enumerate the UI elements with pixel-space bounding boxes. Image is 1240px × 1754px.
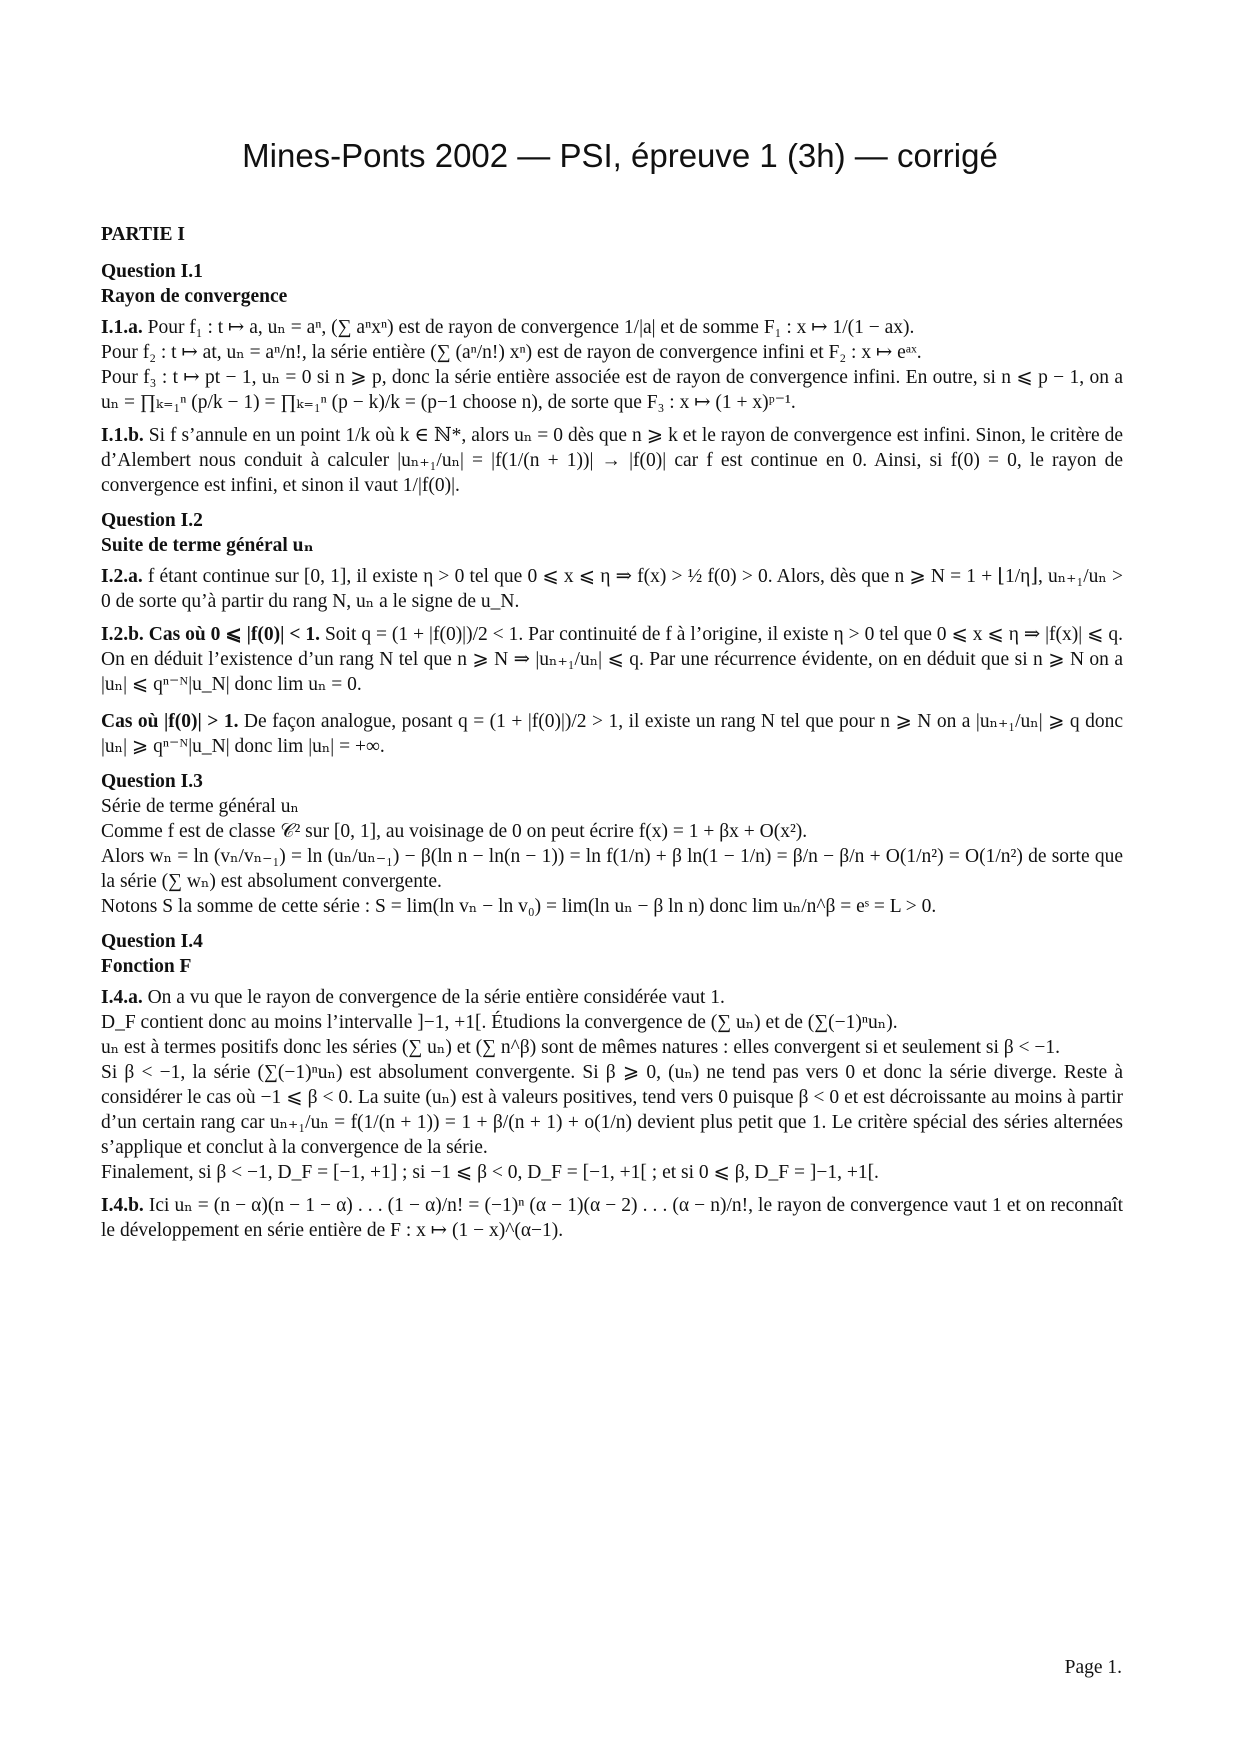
paragraph bbox=[101, 622, 1123, 697]
question-heading: Question I.3 bbox=[101, 771, 203, 792]
paragraph bbox=[101, 315, 1123, 415]
question-subheading: Fonction F bbox=[101, 956, 192, 977]
paragraph-text: Comme f est de classe 𝒞² sur [0, 1], au voisinage de 0 on peut écrire f(x) = 1 + βx + O(x²). Alors wₙ = ln (vₙ/vₙ₋₁) = ln (uₙ/uₙ₋₁) − β(ln n − ln(n − 1)) = ln f(1/n) + β ln(1 − 1/n) = β/n − β/n + O(1/n²) = O(1/n²) de sorte que la série (∑ wₙ) est absolument convergente. Notons S la somme de cette série : S = lim(ln vₙ − ln v₀) = lim(ln uₙ − β ln n) donc lim uₙ/n^β = eˢ = L > 0. bbox=[101, 821, 1123, 917]
paragraph-text: Si f s’annule en un point 1/k où k ∈ ℕ*, alors uₙ = 0 dès que n ⩾ k et le rayon de convergence est infini. Sinon, le critère de d’Alembert nous conduit à calculer |uₙ₊₁/uₙ| = |f(1/(n + 1))| → |f(0)| car f est continue en 0. Ainsi, si f(0) = 0, le rayon de convergence est infini, et sinon il vaut 1/|f(0)|. bbox=[101, 425, 1123, 496]
paragraph-label: I.1.a. bbox=[101, 317, 143, 338]
question-subheading: Rayon de convergence bbox=[101, 286, 288, 307]
page-title: Mines-Ponts 2002 — PSI, épreuve 1 (3h) — corrigé bbox=[242, 137, 998, 174]
paragraph-text: Soit q = (1 + |f(0)|)/2 < 1. Par continuité de f à l’origine, il existe η > 0 tel que 0 ⩽ x ⩽ η ⇒ |f(x)| ⩽ q. On en déduit l’existence d’un rang N tel que n ⩾ N ⇒ |uₙ₊₁/uₙ| ⩽ q. Par une récurrence évidente, on en déduit que si n ⩾ N on a |uₙ| ⩽ qⁿ⁻ᴺ|u_N| donc lim uₙ = 0. bbox=[101, 624, 1123, 695]
paragraph bbox=[101, 1193, 1123, 1243]
paragraph-label: I.4.b. bbox=[101, 1195, 144, 1216]
question-heading: Question I.1 bbox=[101, 261, 203, 282]
paragraph-text: On a vu que le rayon de convergence de la série entière considérée vaut 1. D_F contient donc au moins l’intervalle ]−1, +1[. Étudions la convergence de (∑ uₙ) et de (∑(−1)ⁿuₙ). uₙ est à termes positifs donc les séries (∑ uₙ) et (∑ n^β) sont de mêmes natures : elles convergent si et seulement si β < −1. Si β < −1, la série (∑(−1)ⁿuₙ) est absolument convergente. Si β ⩾ 0, (uₙ) ne tend pas vers 0 et donc la série diverge. Reste à considérer le cas où −1 ⩽ β < 0. La suite (uₙ) est à valeurs positives, tend vers 0 puisque β < 0 et est décroissante au moins à partir d’un certain rang car uₙ₊₁/uₙ = f(1/(n + 1)) = 1 + β/(n + 1) + o(1/n) devient plus petit que 1. Le critère spécial des séries alternées s’applique et conclut à la convergence de la série. Finalement, si β < −1, D_F = [−1, +1] ; si −1 ⩽ β < 0, D_F = [−1, +1[ ; et si 0 ⩽ β, D_F = ]−1, +1[. bbox=[101, 987, 1123, 1183]
paragraph-text: f étant continue sur [0, 1], il existe η > 0 tel que 0 ⩽ x ⩽ η ⇒ f(x) > ½ f(0) > 0. Alors, dès que n ⩾ N = 1 + ⌊1/η⌋, uₙ₊₁/uₙ > 0 de sorte qu’à partir du rang N, uₙ a le signe de u_N. bbox=[101, 566, 1124, 612]
section-question-1-3 bbox=[101, 769, 1123, 919]
section-question-1-4 bbox=[101, 929, 1123, 1243]
paragraph bbox=[101, 985, 1123, 1185]
document-body bbox=[101, 222, 1123, 1243]
part-heading: PARTIE I bbox=[101, 224, 186, 245]
page-number: Page 1. bbox=[1064, 1657, 1122, 1678]
paragraph-label: I.1.b. bbox=[101, 425, 144, 446]
paragraph-text: Pour f₁ : t ↦ a, uₙ = aⁿ, (∑ aⁿxⁿ) est de rayon de convergence 1/|a| et de somme F₁ : x ↦ 1/(1 − ax). Pour f₂ : t ↦ at, uₙ = aⁿ/n!, la série entière (∑ (aⁿ/n!) xⁿ) est de rayon de convergence infini et F₂ : x ↦ eᵃˣ. Pour f₃ : t ↦ pt − 1, uₙ = 0 si n ⩾ p, donc la série entière associée est de rayon de convergence infini. En outre, si n ⩽ p − 1, on a uₙ = ∏ₖ₌₁ⁿ (p/k − 1) = ∏ₖ₌₁ⁿ (p − k)/k = (p−1 choose n), de sorte que F₃ : x ↦ (1 + x)ᵖ⁻¹. bbox=[101, 317, 1123, 413]
paragraph bbox=[101, 819, 1123, 919]
paragraph bbox=[101, 709, 1123, 759]
paragraph-label: I.2.a. bbox=[101, 566, 143, 587]
paragraph bbox=[101, 564, 1123, 614]
paragraph bbox=[101, 423, 1123, 498]
question-heading: Question I.4 bbox=[101, 931, 203, 952]
paragraph-text: De façon analogue, posant q = (1 + |f(0)|)/2 > 1, il existe un rang N tel que pour n ⩾ N on a |uₙ₊₁/uₙ| ⩾ q donc |uₙ| ⩾ qⁿ⁻ᴺ|u_N| donc lim |uₙ| = +∞. bbox=[101, 711, 1123, 757]
paragraph-label: I.4.a. bbox=[101, 987, 143, 1008]
paragraph-text: Ici uₙ = (n − α)(n − 1 − α) . . . (1 − α)/n! = (−1)ⁿ (α − 1)(α − 2) . . . (α − n)/n!, le rayon de convergence vaut 1 et on reconnaît le développement en série entière de F : x ↦ (1 − x)^(α−1). bbox=[101, 1195, 1123, 1241]
section-question-1-1 bbox=[101, 259, 1123, 498]
section-question-1-2 bbox=[101, 508, 1123, 759]
question-subheading: Série de terme général uₙ bbox=[101, 796, 299, 817]
question-subheading: Suite de terme général uₙ bbox=[101, 535, 314, 556]
paragraph-label: I.2.b. Cas où 0 ⩽ |f(0)| < 1. bbox=[101, 624, 321, 645]
paragraph-label: Cas où |f(0)| > 1. bbox=[101, 711, 239, 732]
question-heading: Question I.2 bbox=[101, 510, 203, 531]
